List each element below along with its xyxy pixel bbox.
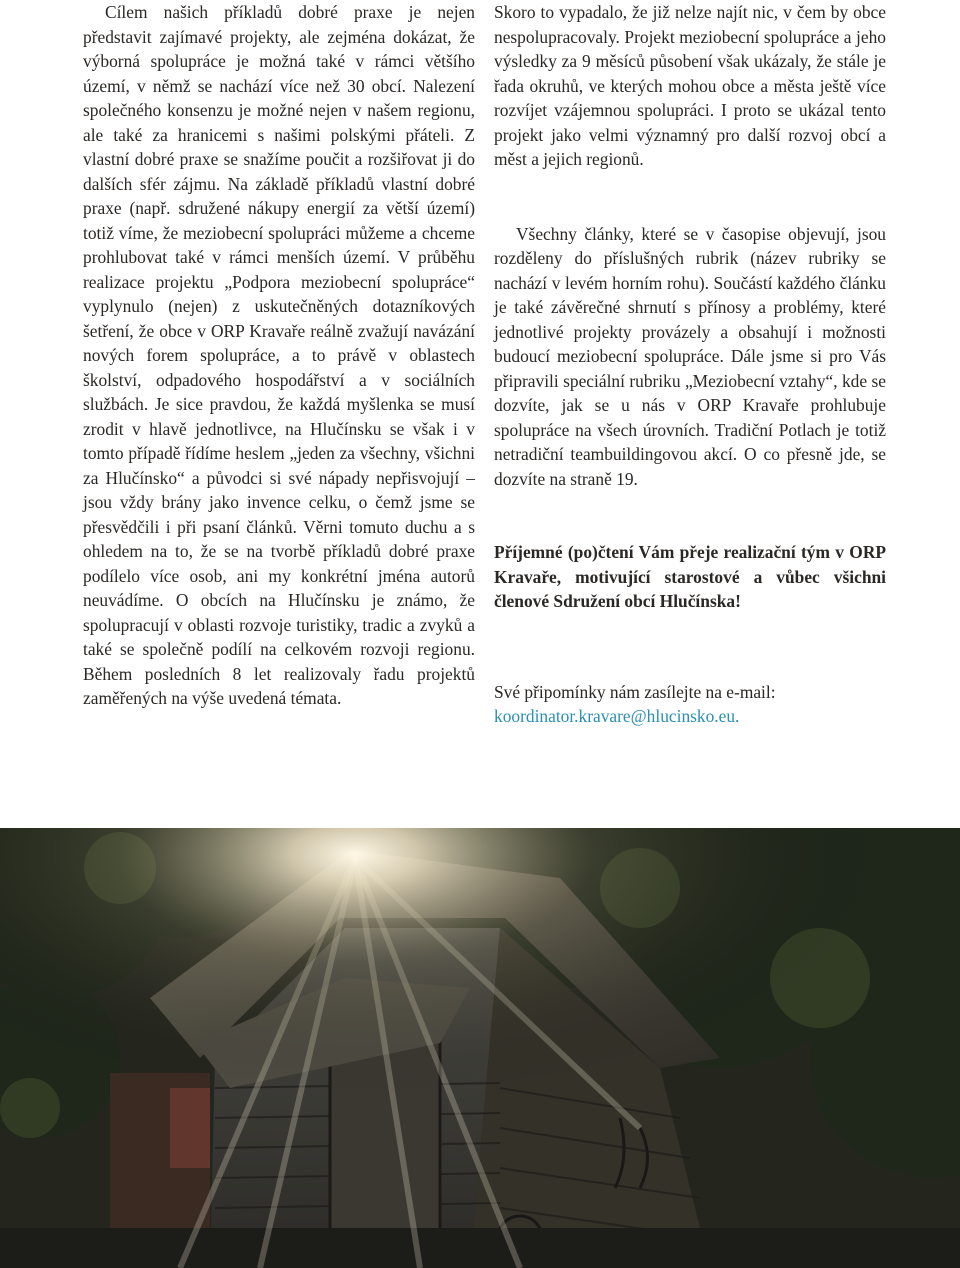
right-text-column: [494, 0, 886, 729]
left-paragraph: Cílem našich příkladů dobré praxe je nejen představit zajímavé projekty, ale zejména dokázat, že výborná spolupráce je možná také v rámci většího území, v němž se nachází více než 30 obcí. Nalezení společného konsenzu je možné nejen v našem regionu, ale také za hranicemi s našimi polskými přáteli. Z vlastní dobré praxe se snažíme poučit a rozšiřovat ji do dalších sfér zájmu. Na základě příkladů vlastní dobré praxe (např. sdružené nákupy energií za větší území) totiž víme, že meziobecní spolupráci můžeme a chceme prohlubovat také v rámci menších území. V průběhu realizace projektu „Podpora meziobecní spolupráce“ vyplynulo (nejen) z uskutečněných dotazníkových šetření, že obce v ORP Kravaře reálně zvažují navázání nových forem spolupráce, a to právě v oblastech školství, odpadového hospodářství a v sociálních službách. Je sice pravdou, že každá myšlenka se musí zrodit v hlavě jednotlivce, na Hlučínsku se však i v tomto případě řídíme heslem „jeden za všechny, všichni za Hlučínsko“ a původci si své nápady nepřisvojují – jsou vždy brány jako invence celku, o čemž jsme se přesvědčili i při psaní článků. Věrni tomuto duchu a s ohledem na to, že se na tvorbě příkladů dobré praxe podílelo více osob, ani my konkrétní jména autorů neuvádíme. O obcích na Hlučínsku je známo, že spolupracují v oblasti rozvoje turistiky, tradic a zvyků a také se společně podílí na celkovém rozvoji regionu. Během posledních 8 let realizovaly řadu projektů zaměřených na výše uvedená témata.: [83, 2, 475, 708]
wooden-barn-photo: [0, 828, 960, 1268]
contact-text: Své připomínky nám zasílejte na e-mail:: [494, 681, 776, 702]
left-text-column: [83, 0, 475, 711]
right-paragraph-1: Skoro to vypadalo, že již nelze najít nic, v čem by obce nespolupracovaly. Projekt meziobecní spolupráce a jeho výsledky za 9 měsíců působení však ukázaly, že stále je řada okruhů, ve kterých mohou obce a města ještě více rozvíjet vzájemnou spolupráci. I proto se ukázal tento projekt jako velmi významný pro další rozvoj obcí a měst a jejich regionů.: [494, 2, 886, 169]
closing-greeting: Příjemné (po)čtení Vám přeje realizační tým v ORP Kravaře, motivující starostové a vůbec všichni členové Sdružení obcí Hlučínska!: [494, 542, 886, 611]
sun-glare: [0, 828, 960, 1268]
contact-email-paragraph: [494, 704, 886, 729]
right-paragraph-2: Všechny články, které se v časopise objevují, jsou rozděleny do příslušných rubrik (název rubriky se nachází v levém horním rohu). Součástí každého článku je také závěrečné shrnutí s přínosy a problémy, které jednotlivé projekty provázely a obsahují i možnosti budoucí meziobecní spolupráce. Dále jsme si pro Vás připravili speciální rubriku „Meziobecní vztahy“, kde se dozvíte, jak se u nás v ORP Kravaře prohlubuje spolupráce na všech úrovních. Tradiční Potlach je totiž netradiční teambuildingovou akcí. O co přesně jde, se dozvíte na straně 19.: [494, 223, 886, 489]
barn-illustration: [0, 828, 960, 1268]
contact-email-link[interactable]: koordinator.kravare@hlucinsko.eu.: [494, 706, 740, 726]
